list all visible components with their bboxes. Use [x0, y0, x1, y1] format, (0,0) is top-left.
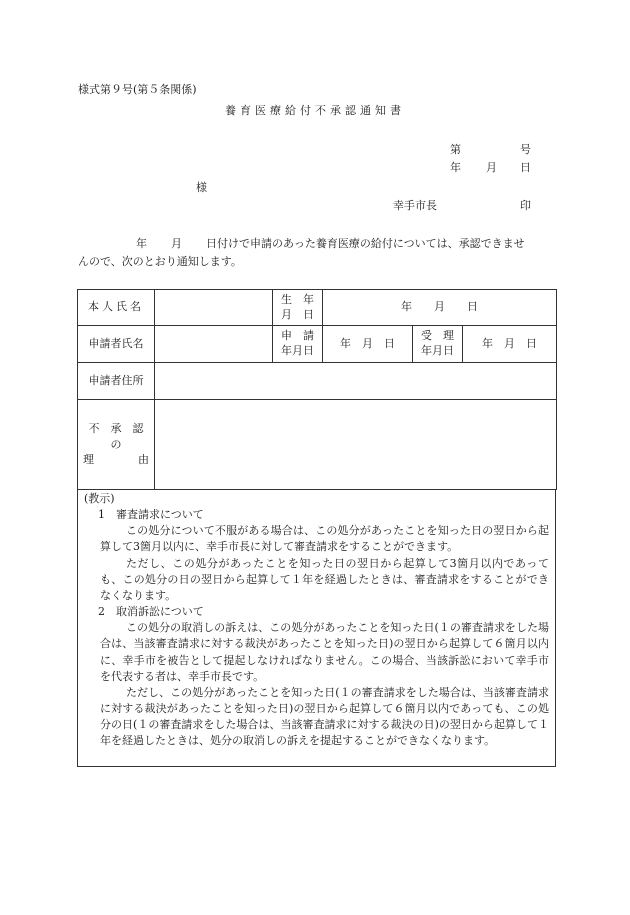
seal-mark: 印 [520, 199, 531, 212]
application-date-value: 年 月 日 [323, 326, 413, 363]
appeal-notice [77, 489, 556, 767]
section-2-title: 2 取消訴訟について [98, 605, 204, 619]
section-2-paragraph-1: この処分の取消しの訴えは、この処分があったことを知った日(１の審査請求をした場合は、当該審査請求に対する裁決があったことを知った日)の翌日から起算して６箇月以内に、幸手市を被告として提起しなければなりません。この場合、当該訴訟において幸手市を代表する者は、幸手市長です。 [100, 621, 549, 683]
section-1-paragraph-2: ただし、この処分があったことを知った日の翌日から起算して3箇月以内であっても、この処分の日の翌日から起算して１年を経過したときは、審査請求をすることができなくなります。 [100, 556, 549, 602]
applicant-name-value [155, 326, 273, 363]
issuer: 幸手市長 [393, 199, 437, 212]
rejection-reason-value [155, 400, 557, 490]
section-2-paragraph-2: ただし、この処分があったことを知った日(１の審査請求をした場合は、当該審査請求に対する裁決があったことを知った日)の翌日から起算して６箇月以内であっても、この処分の日(１の審査請求をした場合は、当該審査請求に対する裁決の日)の翌日から起算して１年を経過したときは、処分の取消しの訴えを提起することができなくなります。 [100, 685, 549, 748]
intro-year: 年 [136, 237, 147, 250]
rejection-reason-label: 不 承 認 の 理 由 [78, 400, 155, 490]
section-1-paragraph-1: この処分について不服がある場合は、この処分があったことを知った日の翌日から起算して3箇月以内に、幸手市長に対して審査請求をすることができます。 [100, 524, 549, 554]
form-number: 様式第９号(第５条関係) [78, 83, 197, 96]
applicant-address-label: 申請者住所 [78, 363, 155, 400]
section-1-title: 1 審査請求について [98, 508, 204, 522]
intro-text [78, 235, 558, 271]
birth-date-value: 年 月 日 [323, 290, 557, 326]
application-date-label: 申 請 年月日 [273, 326, 323, 363]
notice-heading: (教示) [84, 492, 115, 505]
date-month: 月 [486, 161, 497, 174]
recipient-suffix: 様 [196, 181, 207, 194]
info-table [77, 289, 557, 490]
number-prefix: 第 [450, 143, 461, 156]
birth-date-label: 生 年 月 日 [273, 290, 323, 326]
applicant-name-label: 申請者氏名 [78, 326, 155, 363]
document-title: 養育医療給付不承認通知書 [225, 104, 405, 117]
person-name-value [155, 290, 273, 326]
date-year: 年 [450, 161, 461, 174]
intro-month: 月 [171, 237, 182, 250]
date-day: 日 [520, 161, 531, 174]
applicant-address-value [155, 363, 557, 400]
intro-line2: んので、次のとおり通知します。 [78, 254, 242, 268]
person-name-label: 本人氏名 [78, 290, 155, 326]
receipt-date-value: 年 月 日 [463, 326, 557, 363]
intro-line1: 日付けで申請のあった養育医療の給付については、承認できませ [206, 237, 525, 250]
receipt-date-label: 受 理 年月日 [413, 326, 463, 363]
number-suffix: 号 [520, 143, 531, 156]
